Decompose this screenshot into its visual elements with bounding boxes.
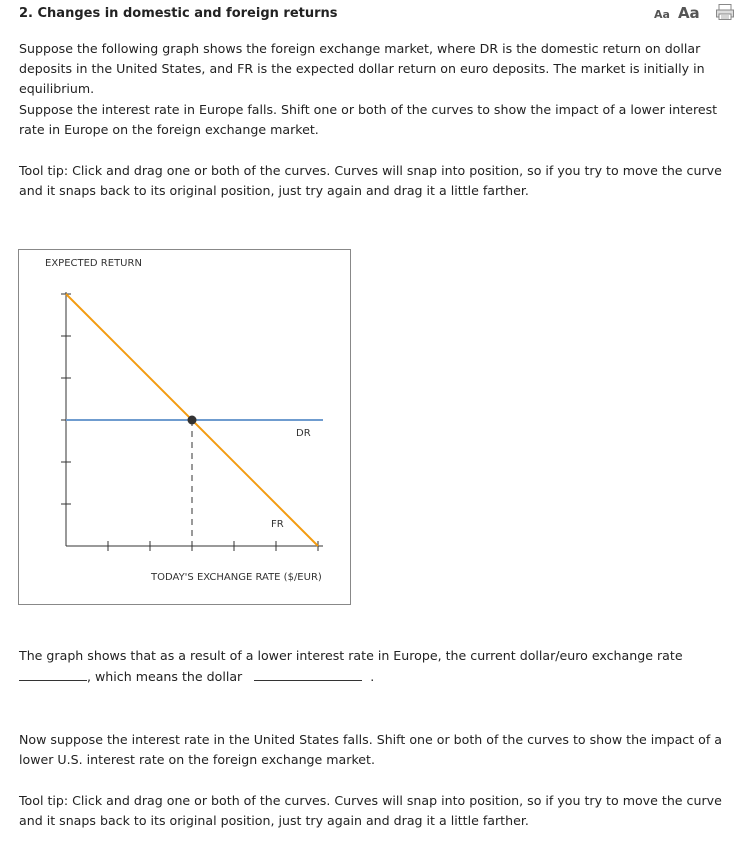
dollar-dropdown[interactable] [254,666,362,681]
foreign-exchange-graph [18,249,351,605]
result-text-2: , which means the dollar [87,669,243,684]
result-paragraph [19,646,731,687]
dr-label: DR [296,428,311,439]
tool-tip-paragraph-1: Tool tip: Click and drag one or both of the curves. Curves will snap into position, so if you try to move the curve and it snaps back to its original position, just try again and drag it a little farther. [19,163,722,198]
fr-label: FR [271,519,284,530]
print-icon[interactable] [716,4,734,20]
task-paragraph-us: Now suppose the interest rate in the United States falls. Shift one or both of the curves to show the impact of a lower U.S. interest rate on the foreign exchange market. [19,732,723,767]
exchange-rate-dropdown[interactable] [19,666,87,681]
x-axis-label: TODAY'S EXCHANGE RATE ($/EUR) [151,572,322,583]
font-size-controls [654,4,700,22]
graph-canvas [19,250,350,604]
result-end: . [370,669,375,684]
tool-tip-paragraph-2: Tool tip: Click and drag one or both of the curves. Curves will snap into position, so if you try to move the curve and it snaps back to its original position, just try again and drag it a little farther. [19,793,722,828]
y-axis-label: EXPECTED RETURN [45,258,142,269]
task-paragraph-europe: Suppose the interest rate in Europe falls. Shift one or both of the curves to show the impact of a lower interest rate in Europe on the foreign exchange market. [19,102,718,137]
font-increase-button[interactable]: Aa [677,4,700,22]
question-title: 2. Changes in domestic and foreign returns [19,6,338,21]
intro-paragraph: Suppose the following graph shows the foreign exchange market, where DR is the domestic return on dollar deposits in the United States, and FR is the expected dollar return on euro deposits. The market is initially in equilibrium. [19,41,705,96]
result-text-1: The graph shows that as a result of a lower interest rate in Europe, the current dollar/euro exchange rate [19,648,683,663]
font-decrease-button[interactable]: Aa [654,8,670,21]
equilibrium-point [188,416,197,425]
